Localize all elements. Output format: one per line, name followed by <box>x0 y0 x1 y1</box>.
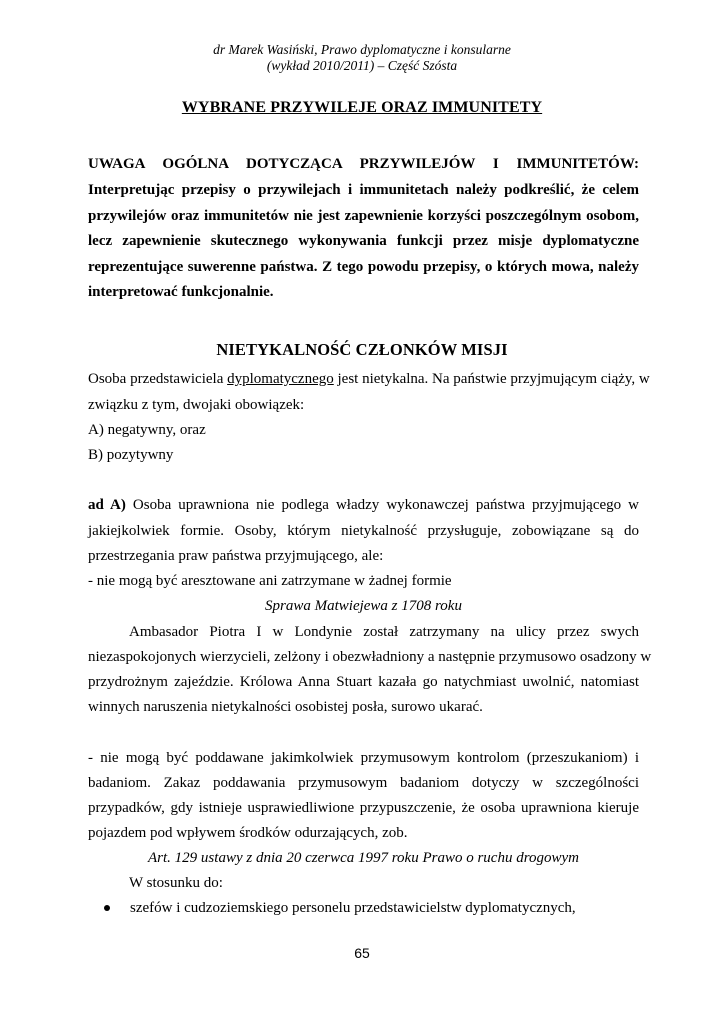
running-header-lecture: (wykład 2010/2011) – Część Szósta <box>266 58 458 73</box>
bullet-icon <box>104 905 110 911</box>
general-note-line: lecz zapewnienie skutecznego wykonywania funkcji przez misje dyplomatyczne <box>88 233 639 249</box>
general-note-line: reprezentujące suwerenne państwa. Z tego powodu przepisy, o których mowa, należy <box>88 259 639 275</box>
ad-a-paragraph-line <box>88 496 639 514</box>
ad-a-paragraph-line: - nie mogą być aresztowane ani zatrzymane w żadnej formie <box>88 573 452 589</box>
case-paragraph-line: winnych naruszenia nietykalności osobistej posła, surowo ukarać. <box>88 699 483 715</box>
control-paragraph-line: - nie mogą być poddawane jakimkolwiek przymusowym kontrolom (przeszukaniom) i <box>88 750 639 766</box>
bullet-item: szefów i cudzoziemskiego personelu przedstawicielstw dyplomatycznych, <box>130 900 576 916</box>
intro-text: Osoba przedstawiciela <box>88 371 228 387</box>
section-title-privileges: WYBRANE PRZYWILEJE ORAZ IMMUNITETY <box>181 99 543 116</box>
control-paragraph-line: przypadków, gdy istnieje usprawiedliwione przypuszczenie, że osoba uprawniona kieruje <box>88 800 639 816</box>
case-title: Sprawa Matwiejewa z 1708 roku <box>265 598 462 614</box>
running-header-author: dr Marek Wasiński, Prawo dyplomatyczne i konsularne <box>213 42 511 57</box>
option-b: B) pozytywny <box>88 447 174 463</box>
intro-paragraph-line: związku z tym, dwojaki obowiązek: <box>88 397 305 413</box>
intro-text: jest nietykalna. Na państwie przyjmującym ciąży, w <box>333 371 650 387</box>
case-paragraph-line: Ambasador Piotra I w Londynie został zatrzymany na ulicy przez swych <box>129 624 639 640</box>
control-paragraph-line: badaniom. Zakaz poddawania przymusowym badaniom dotyczy w szczególności <box>88 775 639 791</box>
law-reference: Art. 129 ustawy z dnia 20 czerwca 1997 roku Prawo o ruchu drogowym <box>148 850 579 866</box>
underlined-word: dyplomatycznego <box>227 371 334 387</box>
section-title-inviolability: NIETYKALNOŚĆ CZŁONKÓW MISJI <box>216 340 508 359</box>
case-paragraph-line: przydrożnym zajeździe. Królowa Anna Stuart kazała go natychmiast uwolnić, natomiast <box>88 674 639 690</box>
ad-a-paragraph-line: przestrzegania praw państwa przyjmującego, ale: <box>88 548 384 564</box>
case-paragraph-line: niezaspokojonych wierzycieli, zelżony i obezwładniony a następnie przymusowo osadzony w <box>88 649 652 665</box>
intro-paragraph-line <box>88 370 650 388</box>
general-note-line: przywilejów oraz immunitetów nie jest zapewnienie korzyści poszczególnym osobom, <box>88 208 639 224</box>
control-paragraph-line: pojazdem pod wpływem środków odurzających, zob. <box>88 825 408 841</box>
ad-a-label: ad A) <box>88 497 126 513</box>
regard-line: W stosunku do: <box>129 875 223 891</box>
ad-a-paragraph-line: jakiejkolwiek formie. Osoby, którym nietykalność przysługuje, zobowiązane są do <box>88 523 639 539</box>
ad-a-text: Osoba uprawniona nie podlega władzy wykonawczej państwa przyjmującego w <box>125 497 639 513</box>
option-a: A) negatywny, oraz <box>88 422 206 438</box>
general-note-line: Interpretując przepisy o przywilejach i immunitetach należy podkreślić, że celem <box>88 182 639 198</box>
general-note-heading: UWAGA OGÓLNA DOTYCZĄCA PRZYWILEJÓW I IMMUNITETÓW: <box>88 156 639 172</box>
page-number: 65 <box>354 945 370 961</box>
general-note-line: interpretować funkcjonalnie. <box>88 284 274 300</box>
